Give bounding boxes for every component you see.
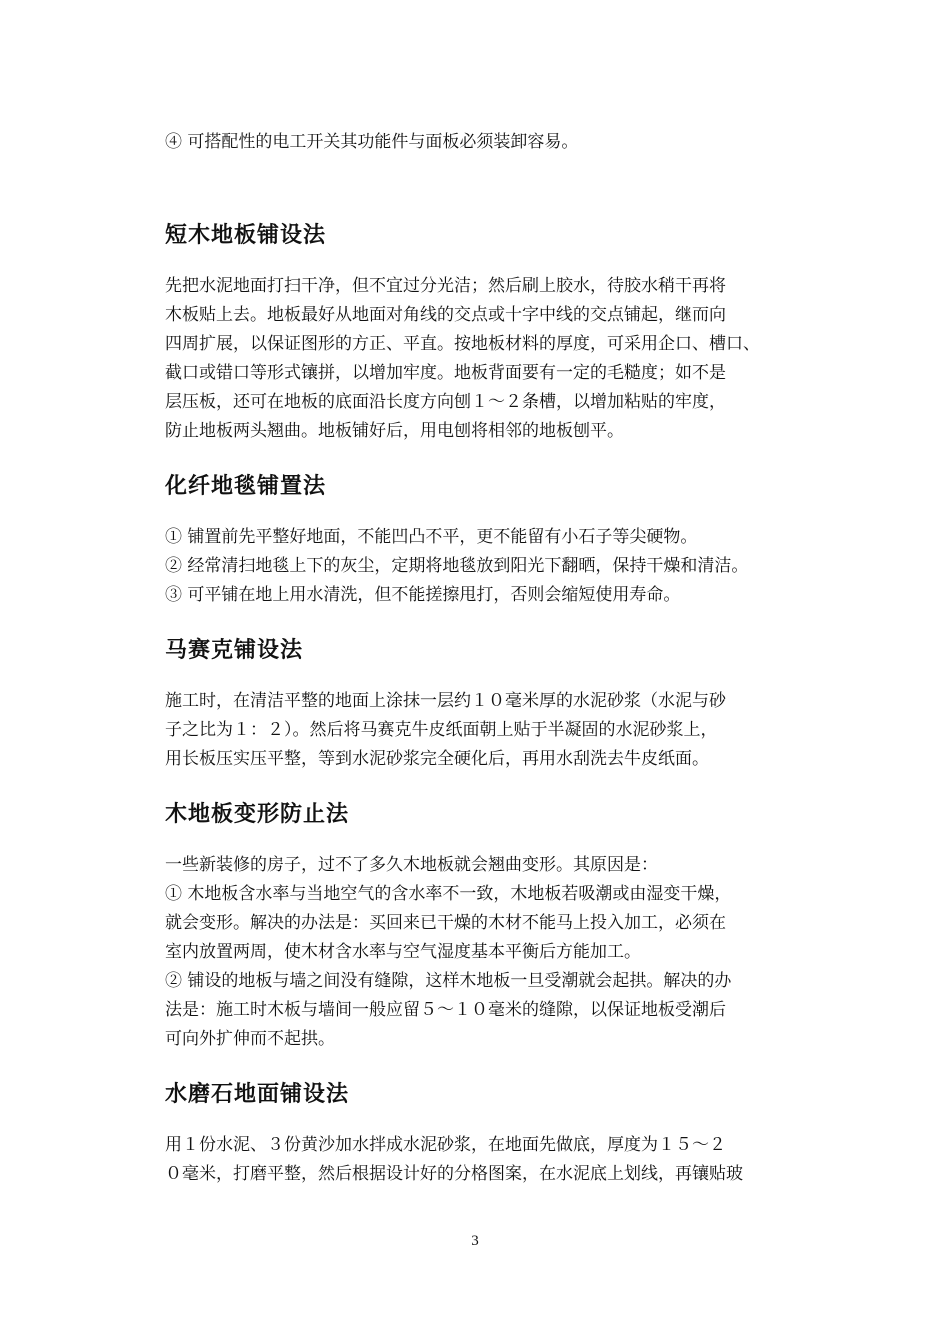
section-heading: 水磨石地面铺设法 [165,1081,350,1107]
section-body [165,687,797,774]
text-line: 先把水泥地面打扫干净，但不宜过分光洁；然后刷上胶水，待胶水稍干再将 [165,276,726,296]
page-number: 3 [471,1233,479,1249]
text-line: 子之比为１：２）。然后将马赛克牛皮纸面朝上贴于半凝固的水泥砂浆上， [165,720,718,740]
section-body [165,272,797,446]
text-line: 层压板，还可在地板的底面沿长度方向刨１～２条槽，以增加粘贴的牢度， [165,392,726,412]
text-line: 法是：施工时木板与墙间一般应留５～１０毫米的缝隙，以保证地板受潮后 [165,1000,726,1020]
section-heading: 马赛克铺设法 [165,637,304,663]
text-line: 防止地板两头翘曲。地板铺好后，用电刨将相邻的地板刨平。 [165,421,624,441]
text-line: 木板贴上去。地板最好从地面对角线的交点或十字中线的交点铺起，继而向 [165,305,726,325]
text-line: 一些新装修的房子，过不了多久木地板就会翘曲变形。其原因是： [165,855,658,875]
intro-item [165,128,797,157]
text-line: 室内放置两周，使木材含水率与空气湿度基本平衡后方能加工。 [165,942,641,962]
text-line: 截口或错口等形式镶拼，以增加牢度。地板背面要有一定的毛糙度；如不是 [165,363,726,383]
text-line: 施工时，在清洁平整的地面上涂抹一层约１０毫米厚的水泥砂浆（水泥与砂 [165,691,726,711]
text-line: 用１份水泥、３份黄沙加水拌成水泥砂浆，在地面先做底，厚度为１５～２ [165,1135,726,1155]
text-line: ② 经常清扫地毯上下的灰尘，定期将地毯放到阳光下翻晒，保持干燥和清洁。 [165,556,749,576]
section-heading: 木地板变形防止法 [165,801,350,827]
section-body [165,523,797,610]
text-line: 用长板压实压平整，等到水泥砂浆完全硬化后，再用水刮洗去牛皮纸面。 [165,749,709,769]
section-heading: 化纤地毯铺置法 [165,473,327,499]
text-line: ② 铺设的地板与墙之间没有缝隙，这样木地板一旦受潮就会起拱。解决的办 [165,971,732,991]
text-line: ０毫米，打磨平整，然后根据设计好的分格图案，在水泥底上划线，再镶贴玻 [165,1164,743,1184]
section-body [165,851,797,1054]
text-line: ① 铺置前先平整好地面，不能凹凸不平，更不能留有小石子等尖硬物。 [165,527,698,547]
text-line: ① 木地板含水率与当地空气的含水率不一致，木地板若吸潮或由湿变干燥， [165,884,732,904]
text-line: 四周扩展，以保证图形的方正、平直。按地板材料的厚度，可采用企口、槽口、 [165,334,760,354]
section-body [165,1131,797,1189]
section-heading: 短木地板铺设法 [165,222,327,248]
text-line: ③ 可平铺在地上用水清洗，但不能搓擦甩打，否则会缩短使用寿命。 [165,585,681,605]
text-line: 可向外扩伸而不起拱。 [165,1029,335,1049]
page-content [165,128,797,1189]
text-line: 就会变形。解决的办法是：买回来已干燥的木材不能马上投入加工，必须在 [165,913,726,933]
text-line: ④ 可搭配性的电工开关其功能件与面板必须装卸容易。 [165,132,579,152]
